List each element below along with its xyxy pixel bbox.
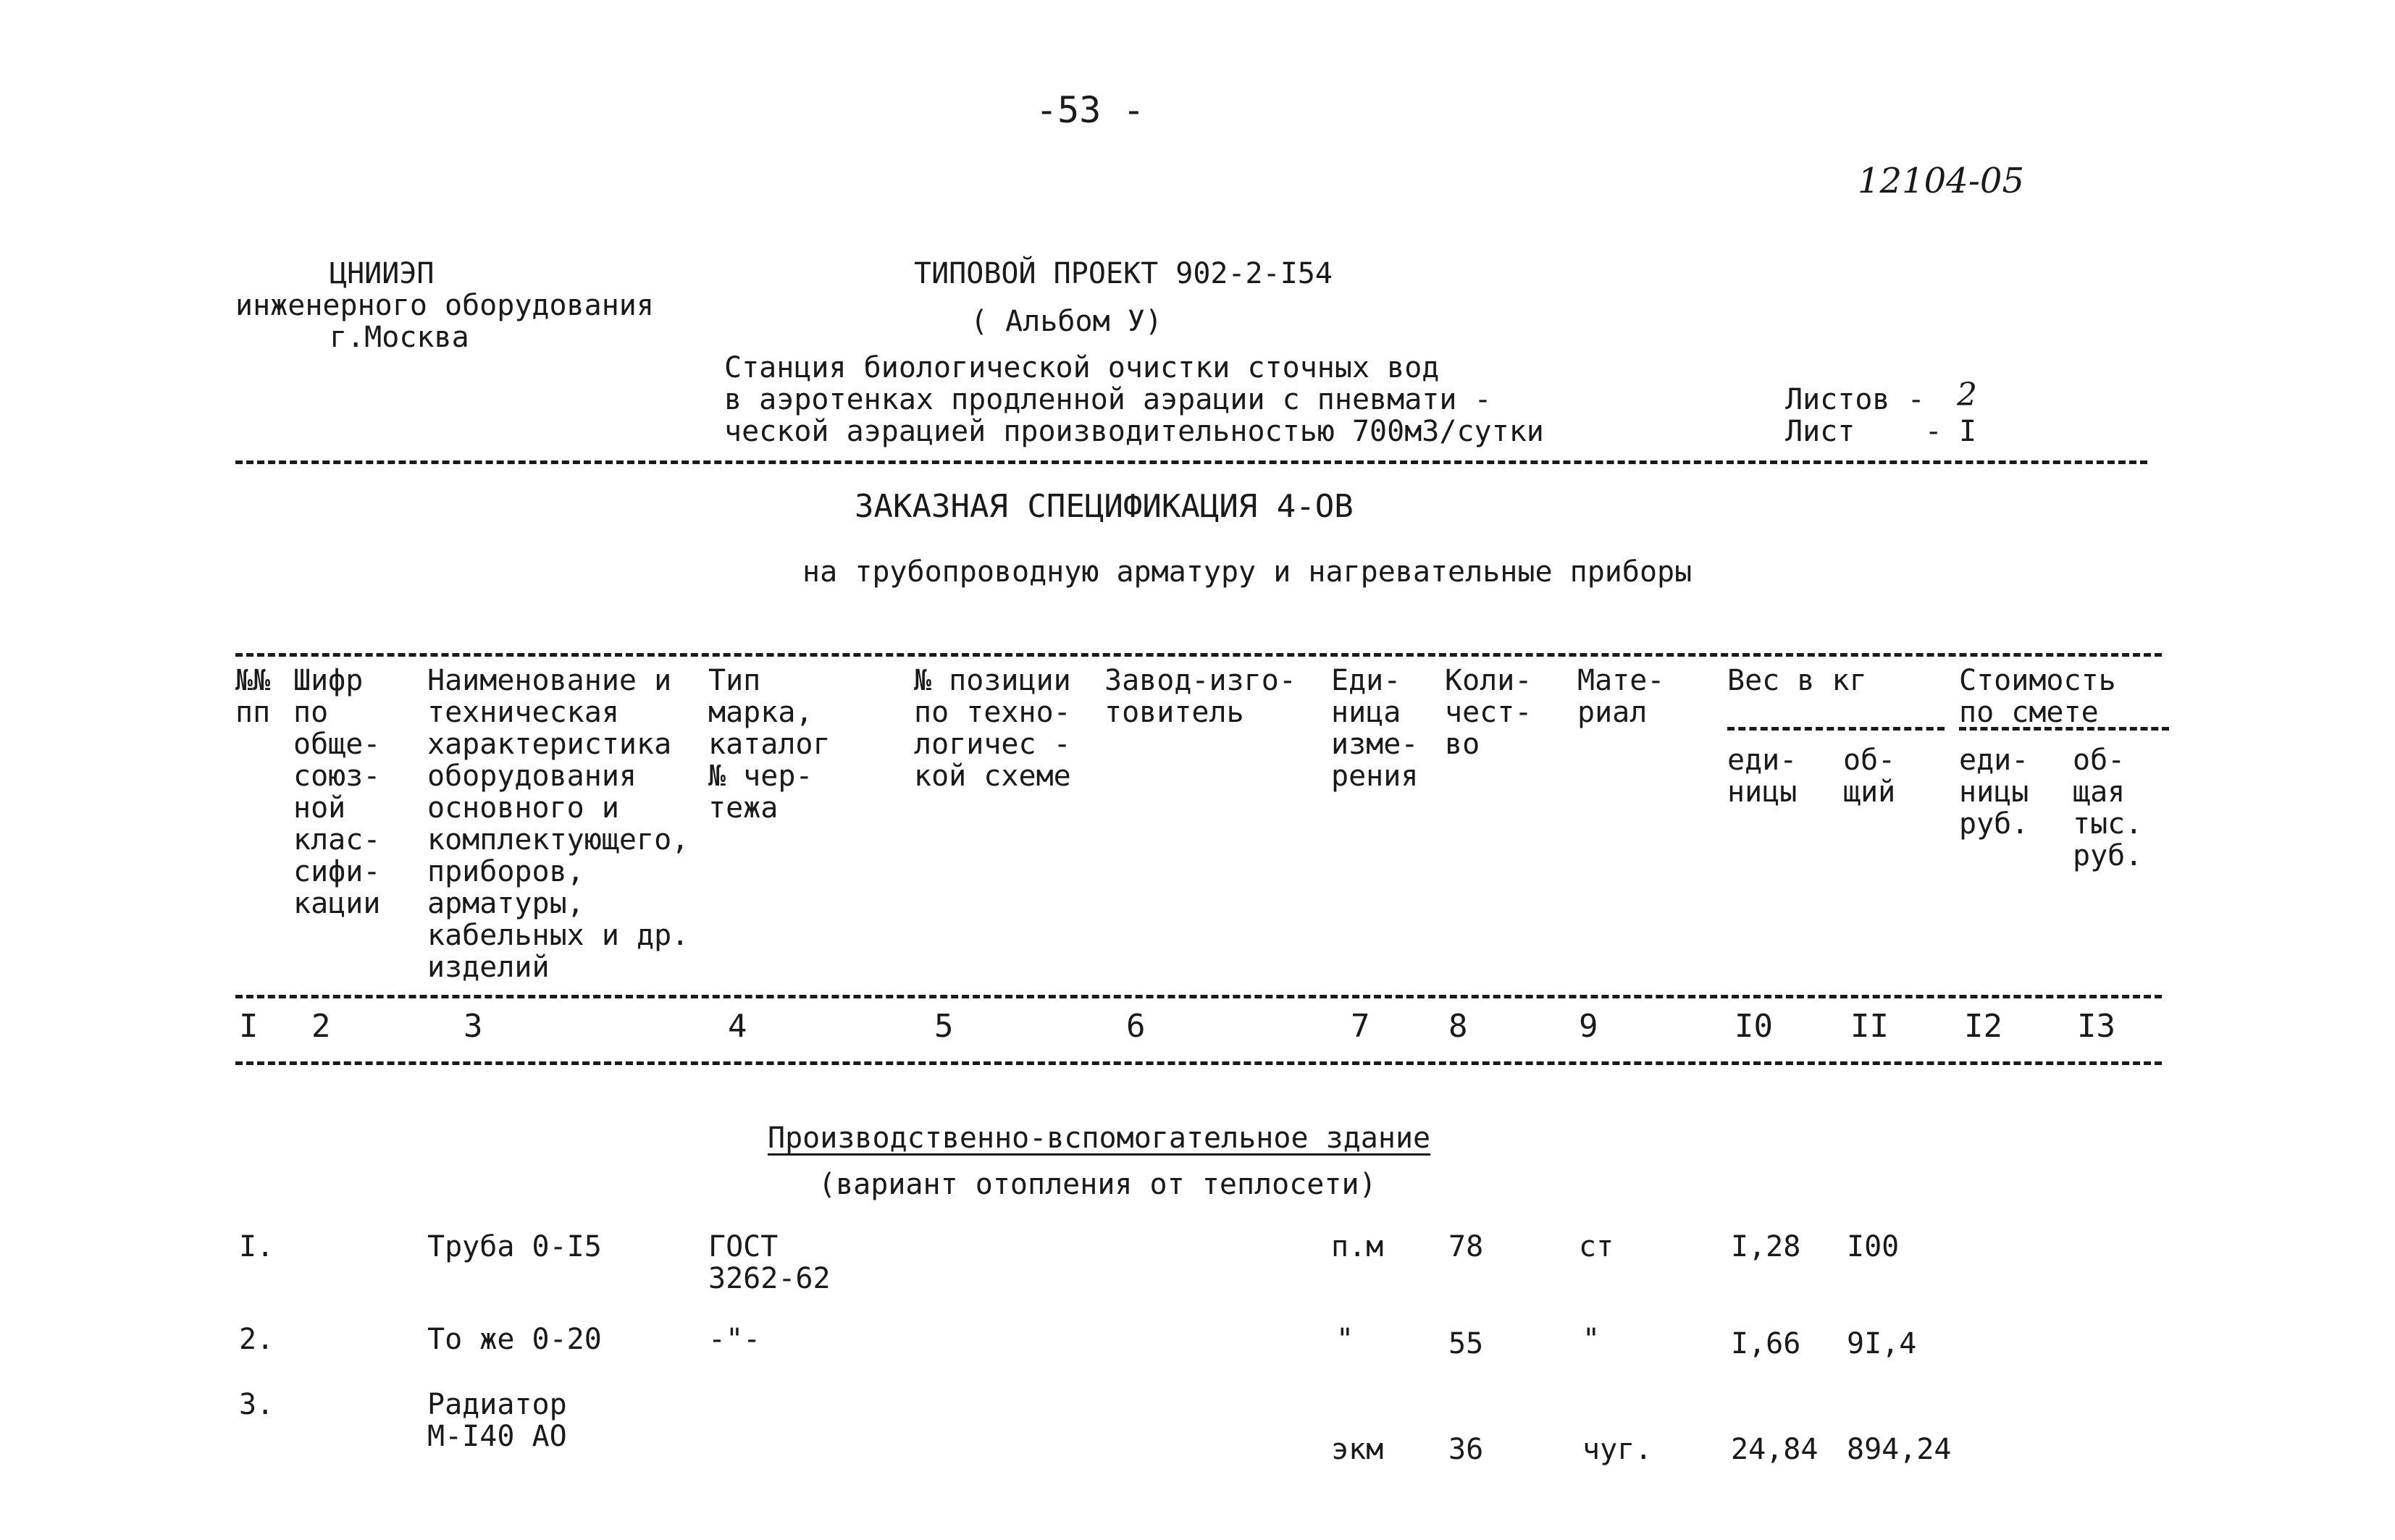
row-weight-total: 9I,4 bbox=[1847, 1327, 1917, 1360]
col-group-cost: Стоимость по смете bbox=[1959, 664, 2116, 729]
row-quantity: 78 bbox=[1448, 1230, 1484, 1263]
col-header-number: №№ пп bbox=[235, 664, 271, 729]
row-number: 3. bbox=[239, 1388, 274, 1421]
row-unit: " bbox=[1336, 1323, 1354, 1356]
row-material: ст bbox=[1579, 1230, 1614, 1263]
col-number: 2 bbox=[311, 1008, 331, 1045]
description-line-3: ческой аэрацией производительностью 700м3/сутки bbox=[724, 415, 1544, 448]
sheets-count-label: Листов - bbox=[1785, 383, 1925, 416]
col-number: 8 bbox=[1448, 1008, 1468, 1045]
col-header-manufacturer: Завод-изго- товитель bbox=[1104, 664, 1296, 729]
col-number: I0 bbox=[1735, 1008, 1773, 1045]
document-code: 12104-05 bbox=[1858, 161, 2024, 201]
sheet-number-label: Лист - bbox=[1785, 415, 1942, 448]
row-weight-total: I00 bbox=[1847, 1230, 1900, 1263]
row-weight-total: 894,24 bbox=[1847, 1433, 1952, 1466]
col-header-position: № позиции по техно- логичес - кой схеме bbox=[914, 664, 1071, 793]
row-material: чуг. bbox=[1582, 1433, 1653, 1466]
col-header-weight-unit: еди- ницы bbox=[1727, 744, 1798, 809]
row-unit: экм bbox=[1331, 1433, 1384, 1466]
col-header-unit: Еди- ница изме- рения bbox=[1331, 664, 1419, 793]
cost-group-divider bbox=[1959, 727, 2169, 731]
col-header-type: Тип марка, каталог № чер- тежа bbox=[708, 664, 831, 825]
col-number: 9 bbox=[1579, 1008, 1598, 1045]
org-line-1: ЦНИИЭП bbox=[330, 257, 435, 290]
album-label: ( Альбом У) bbox=[970, 305, 1162, 338]
row-material: " bbox=[1582, 1323, 1601, 1356]
col-number: 5 bbox=[934, 1008, 954, 1045]
description-line-2: в аэротенках продленной аэрации с пневмати - bbox=[724, 383, 1492, 416]
sheets-count-value: 2 bbox=[1957, 376, 1977, 413]
weight-group-divider bbox=[1727, 727, 1945, 731]
col-number: II bbox=[1850, 1008, 1889, 1045]
row-weight-unit: 24,84 bbox=[1731, 1433, 1819, 1466]
row-name: Труба 0-I5 bbox=[427, 1230, 602, 1263]
col-number: I bbox=[239, 1008, 259, 1045]
row-type: ГОСТ 3262-62 bbox=[708, 1230, 831, 1295]
specification-title: ЗАКАЗНАЯ СПЕЦИФИКАЦИЯ 4-ОВ bbox=[855, 488, 1354, 525]
description-line-1: Станция биологической очистки сточных вод bbox=[724, 351, 1440, 384]
col-header-cost-total: об- щая тыс. руб. bbox=[2073, 744, 2143, 872]
row-number: I. bbox=[239, 1230, 274, 1263]
org-line-3: г.Москва bbox=[330, 321, 469, 354]
col-number: I3 bbox=[2077, 1008, 2115, 1045]
col-header-material: Мате- риал bbox=[1577, 664, 1665, 729]
row-name: То же 0-20 bbox=[427, 1323, 602, 1356]
col-number: 7 bbox=[1351, 1008, 1370, 1045]
table-top-border bbox=[235, 653, 2162, 657]
header-separator bbox=[235, 460, 2147, 464]
col-header-code: Шифр по обще- союз- ной клас- сифи- кации bbox=[293, 664, 381, 920]
col-header-quantity: Коли- чест- во bbox=[1445, 664, 1532, 761]
page-number: -53 - bbox=[1036, 89, 1145, 131]
col-group-weight: Вес в кг bbox=[1727, 664, 1867, 697]
col-number: 6 bbox=[1126, 1008, 1146, 1045]
org-line-2: инженерного оборудования bbox=[235, 289, 654, 322]
project-title: ТИПОВОЙ ПРОЕКТ 902-2-I54 bbox=[914, 257, 1333, 290]
row-weight-unit: I,28 bbox=[1731, 1230, 1801, 1263]
row-quantity: 36 bbox=[1448, 1433, 1484, 1466]
table-header-bottom-border bbox=[235, 1061, 2162, 1065]
col-header-cost-unit: еди- ницы руб. bbox=[1959, 744, 2029, 841]
specification-subtitle: на трубопроводную арматуру и нагревательные приборы bbox=[802, 555, 1693, 589]
row-weight-unit: I,66 bbox=[1731, 1327, 1801, 1360]
row-unit: п.м bbox=[1331, 1230, 1384, 1263]
col-number: I2 bbox=[1964, 1008, 2002, 1045]
row-type: -"- bbox=[708, 1323, 761, 1356]
row-quantity: 55 bbox=[1448, 1327, 1484, 1360]
col-number: 4 bbox=[728, 1008, 747, 1045]
section-title: Производственно-вспомогательное здание bbox=[768, 1122, 1431, 1155]
row-name: Радиатор М-I40 АО bbox=[427, 1388, 567, 1453]
column-numbers-top-border bbox=[235, 995, 2162, 998]
sheet-number-value: I bbox=[1959, 415, 1977, 448]
col-number: 3 bbox=[464, 1008, 483, 1045]
section-subtitle: (вариант отопления от теплосети) bbox=[818, 1168, 1377, 1201]
col-header-name: Наименование и техническая характеристика оборудования основного и комплектующего, приборов, арматуры, кабельных и др. изделий bbox=[427, 664, 689, 984]
row-number: 2. bbox=[239, 1323, 274, 1356]
col-header-weight-total: об- щий bbox=[1843, 744, 1896, 809]
